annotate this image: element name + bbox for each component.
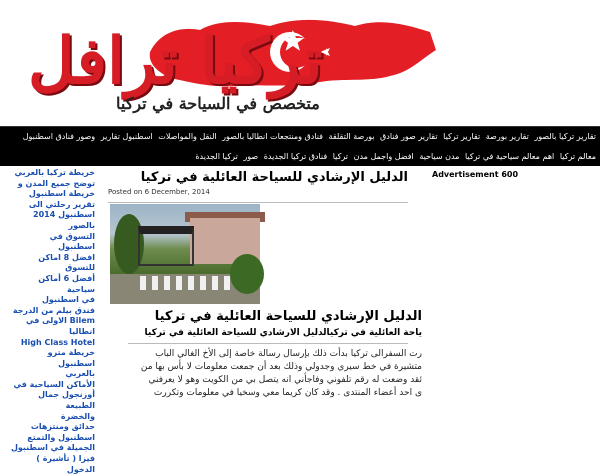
nav-item[interactable]: اهم معالم سياحية في تركيا bbox=[464, 152, 555, 161]
sidebar-link[interactable]: Bilem الاولى في انطاليا bbox=[25, 316, 95, 336]
sidebar-link[interactable]: افضل 8 اماكن للتسوق bbox=[38, 252, 95, 273]
sidebar-link[interactable]: أوزنجول جمال الطبيعة bbox=[38, 390, 95, 411]
paragraph-line: رت السفرالى تركيا بدأت ذلك بإرسال رسالة خاصة إلى الأخ الغالي الباب bbox=[155, 349, 422, 359]
nav-row-1 bbox=[0, 127, 600, 147]
nav-item[interactable]: بورصة التقلقة bbox=[328, 132, 375, 141]
divider bbox=[108, 202, 408, 203]
nav-item[interactable]: فنادق تركيا الجديدة bbox=[263, 152, 328, 161]
post-paragraph bbox=[122, 348, 422, 400]
post-title[interactable]: الدليل الإرشادي للسياحة العائلية في تركيا bbox=[140, 170, 408, 185]
sidebar-link[interactable]: والخضرة bbox=[60, 411, 95, 421]
nav-item[interactable]: صور bbox=[243, 152, 259, 161]
nav-item[interactable]: فنادق ومنتجعات انطاليا بالصور bbox=[222, 132, 323, 141]
photo-tree bbox=[230, 254, 264, 294]
sidebar-link[interactable]: الأماكن السياحية في bbox=[13, 379, 95, 389]
nav-item[interactable]: تقارير بورصة bbox=[485, 132, 529, 141]
sidebar-link[interactable]: في اسطنبول bbox=[41, 295, 95, 305]
post-content bbox=[108, 166, 422, 400]
photo-gazebo bbox=[138, 226, 194, 266]
sidebar-link[interactable]: بالعربي bbox=[65, 369, 95, 379]
post-subtitle: الدليل الإرشادي للسياحة العائلية في تركيا bbox=[154, 309, 422, 324]
nav-item[interactable]: تركيا bbox=[332, 152, 349, 161]
sidebar-link[interactable]: خريطة تركيا بالعربي bbox=[14, 168, 95, 177]
nav-item[interactable]: النقل والمواصلات bbox=[158, 132, 217, 141]
advertisement-title: Advertisement 600 bbox=[432, 170, 519, 179]
site-header bbox=[0, 0, 600, 126]
logo-text: تركيا ترافل bbox=[28, 24, 323, 99]
sidebar-link[interactable]: اسطنبول 2014 بالصور bbox=[33, 210, 95, 230]
site-logo[interactable] bbox=[20, 4, 440, 124]
sidebar-link[interactable]: خريطة مترو اسطنبول bbox=[47, 348, 95, 368]
paragraph-line: متشيرة في خط سيري وجدولي وذلك بعد أن جمعت معلومات لا بأس بها من bbox=[140, 362, 422, 372]
photo-chairs bbox=[140, 276, 230, 290]
paragraph-line: ى احد أعضاء المنتدى . وقد كان كريما معي وسخيا في معلومات وتكررت bbox=[153, 388, 422, 398]
sidebar-link[interactable]: High Class Hotel bbox=[20, 337, 95, 347]
sidebar-link[interactable]: التسوق في اسطنبول bbox=[49, 231, 95, 252]
sidebar-link[interactable]: الجميلة في اسطنبول bbox=[10, 443, 95, 453]
nav-item[interactable]: تقارير صور فنادق bbox=[380, 132, 438, 141]
sidebar-link[interactable]: فيزا ( تأشيرة ) الدخول bbox=[36, 454, 95, 474]
sidebar-link[interactable]: اسطنبول والتمتع bbox=[27, 432, 95, 442]
divider bbox=[128, 343, 408, 344]
sidebar-link[interactable]: حدائق ومنتزهات bbox=[30, 422, 95, 432]
sidebar-link[interactable]: خريطة اسطنبول bbox=[28, 189, 95, 199]
nav-item[interactable]: افضل واجمل مدن bbox=[353, 152, 414, 161]
nav-item[interactable]: اسطنبول تقارير bbox=[100, 132, 153, 141]
nav-item[interactable]: مدن سياحية bbox=[419, 152, 460, 161]
post-subline: ياحة العائلية في تركيالدليل الارشادي للسياحة العائلية في تركيا bbox=[144, 328, 422, 338]
site-tagline: متخصص في السياحة في تركيا bbox=[116, 94, 320, 113]
nav-item[interactable]: تركيا الجديدة bbox=[195, 152, 238, 161]
nav-item[interactable]: تقارير تركيا بالصور bbox=[534, 132, 596, 141]
sidebar-link[interactable]: تقرير رحلتي الى bbox=[28, 199, 95, 209]
post-date: Posted on 6 December, 2014 bbox=[108, 188, 210, 196]
post-photo[interactable] bbox=[110, 204, 260, 304]
sidebar-link[interactable]: توضح جميع المدن و bbox=[17, 178, 95, 188]
top-navigation bbox=[0, 126, 600, 166]
right-sidebar bbox=[428, 166, 600, 400]
sidebar-link[interactable]: أفضل 6 أماكن سياحية bbox=[38, 273, 95, 294]
nav-item[interactable]: تقارير تركيا bbox=[443, 132, 481, 141]
nav-row-2 bbox=[0, 147, 600, 167]
paragraph-line: ئقد وضعت له رقم تلفوني وفاجأني انه يتصل بي من الكويت وهو لا يعرفني bbox=[148, 375, 422, 385]
nav-item[interactable]: وصور فنادق اسطنبول bbox=[22, 132, 96, 141]
recent-posts-sidebar bbox=[10, 166, 95, 474]
nav-item[interactable]: معالم تركيا bbox=[559, 152, 596, 161]
sidebar-link[interactable]: فندق بيلم من الدرجة bbox=[12, 305, 95, 315]
